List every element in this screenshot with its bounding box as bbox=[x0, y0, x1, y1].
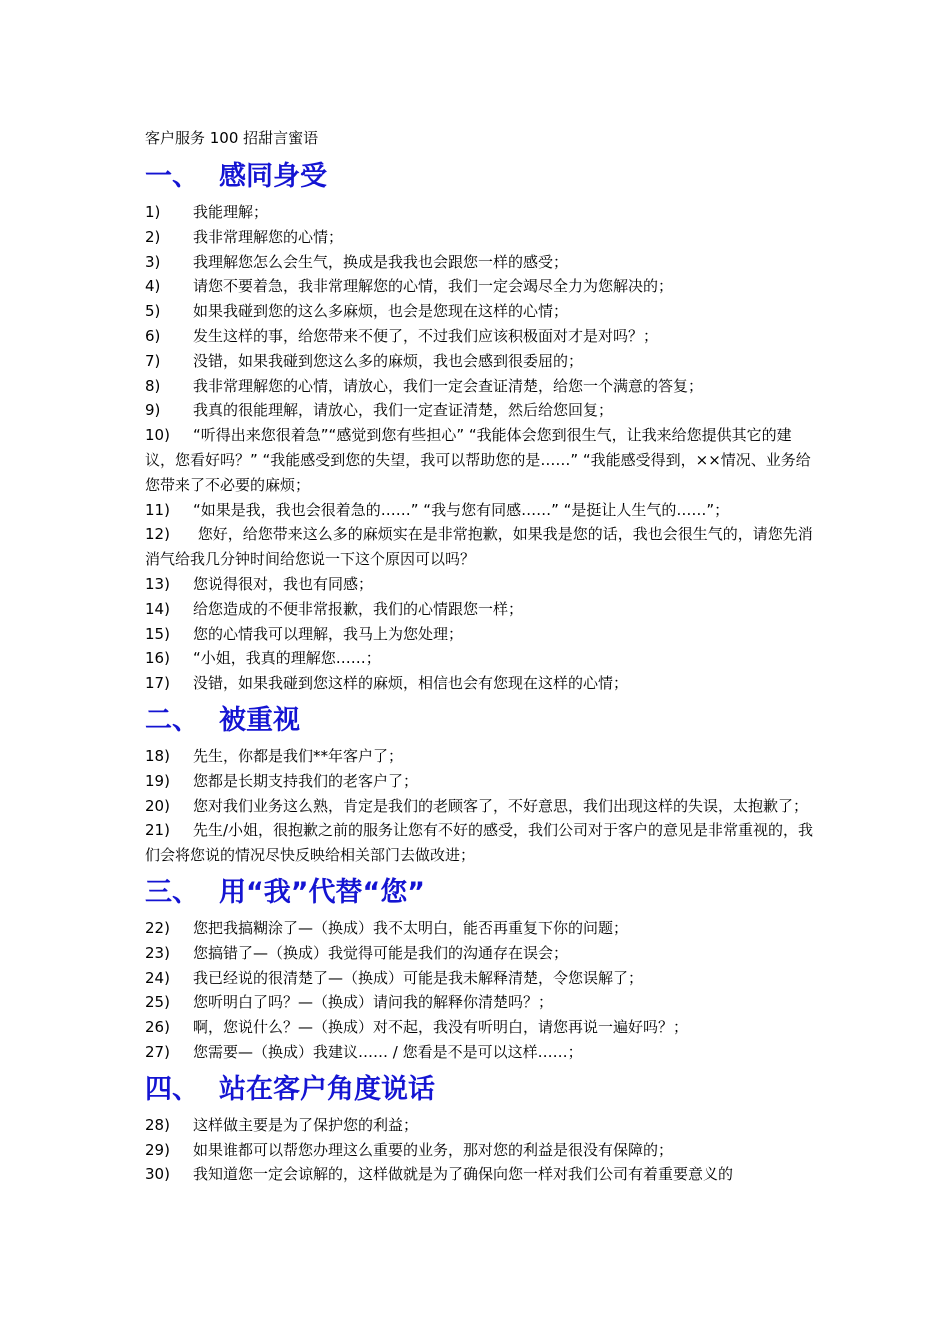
item-text: 您搞错了—（换成）我觉得可能是我们的沟通存在误会； bbox=[193, 943, 569, 962]
item-number: 11) bbox=[145, 500, 170, 519]
list-item bbox=[145, 744, 815, 769]
list-item bbox=[145, 200, 815, 225]
list-item bbox=[145, 1113, 815, 1138]
item-text: 没错，如果我碰到您这样的麻烦，相信也会有您现在这样的心情； bbox=[193, 674, 629, 693]
item-number: 12) bbox=[145, 525, 170, 544]
list-item bbox=[145, 622, 815, 647]
item-text: 啊，您说什么？—（换成）对不起，我没有听明白，请您再说一遍好吗？； bbox=[193, 1018, 689, 1037]
list-item bbox=[145, 274, 815, 299]
item-text: 您对我们业务这么熟，肯定是我们的老顾客了，不好意思，我们出现这样的失误，太抱歉了； bbox=[193, 796, 809, 815]
section-title: 站在客户角度说话 bbox=[219, 1073, 435, 1105]
list-item bbox=[145, 374, 815, 399]
item-text: 先生，你都是我们**年客户了； bbox=[193, 746, 404, 765]
item-number: 26) bbox=[145, 1018, 170, 1037]
item-text: 您把我搞糊涂了—（换成）我不太明白，能否再重复下你的问题； bbox=[193, 918, 629, 937]
item-text: “如果是我，我也会很着急的……” “我与您有同感……” “是挺让人生气的……”； bbox=[193, 500, 730, 519]
item-number: 5) bbox=[145, 302, 161, 321]
item-number: 18) bbox=[145, 746, 170, 765]
list-item bbox=[145, 1015, 815, 1040]
item-number: 13) bbox=[145, 574, 170, 593]
item-number: 9) bbox=[145, 401, 161, 420]
list-item bbox=[145, 349, 815, 374]
section-heading bbox=[145, 698, 815, 744]
item-number: 4) bbox=[145, 277, 161, 296]
list-item bbox=[145, 671, 815, 696]
item-number: 20) bbox=[145, 796, 170, 815]
list-item bbox=[145, 423, 815, 497]
item-text: 我理解您怎么会生气，换成是我我也会跟您一样的感受； bbox=[193, 252, 569, 271]
list-item bbox=[145, 818, 815, 868]
list-item bbox=[145, 794, 815, 819]
section-list bbox=[145, 916, 815, 1065]
section-list bbox=[145, 200, 815, 696]
item-text: 如果谁都可以帮您办理这么重要的业务，那对您的利益是很没有保障的； bbox=[193, 1140, 674, 1159]
document-title: 客户服务 100 招甜言蜜语 bbox=[145, 129, 319, 147]
list-item bbox=[145, 250, 815, 275]
item-text: 发生这样的事，给您带来不便了，不过我们应该积极面对才是对吗？； bbox=[193, 326, 659, 345]
section-number: 二、 bbox=[145, 704, 199, 736]
item-text: 您好，给您带来这么多的麻烦实在是非常抱歉，如果我是您的话，我也会很生气的，请您先消消气给我几分钟时间给您说一下这个原因可以吗？ bbox=[145, 525, 813, 569]
list-item bbox=[145, 498, 815, 523]
item-text: 我非常理解您的心情； bbox=[193, 227, 344, 246]
item-number: 30) bbox=[145, 1165, 170, 1184]
item-number: 2) bbox=[145, 227, 161, 246]
item-text: 您的心情我可以理解，我马上为您处理； bbox=[193, 624, 464, 643]
section-title: 感同身受 bbox=[219, 161, 327, 192]
item-number: 22) bbox=[145, 918, 170, 937]
list-item bbox=[145, 1040, 815, 1065]
item-text: 我能理解； bbox=[193, 203, 269, 221]
item-number: 28) bbox=[145, 1115, 170, 1134]
item-text: 您说得很对，我也有同感； bbox=[193, 574, 374, 593]
item-number: 7) bbox=[145, 351, 161, 370]
list-item bbox=[145, 225, 815, 250]
item-text: 给您造成的不便非常报歉，我们的心情跟您一样； bbox=[193, 599, 524, 618]
list-item bbox=[145, 522, 815, 572]
list-item bbox=[145, 966, 815, 991]
item-text: 您听明白了吗？—（换成）请问我的解释你清楚吗？； bbox=[193, 993, 554, 1012]
item-text: 我非常理解您的心情，请放心，我们一定会查证清楚，给您一个满意的答复； bbox=[193, 376, 704, 395]
section-heading bbox=[145, 154, 815, 200]
item-number: 16) bbox=[145, 649, 170, 668]
item-number: 19) bbox=[145, 771, 170, 790]
section-heading bbox=[145, 870, 815, 916]
section-title: 被重视 bbox=[219, 704, 300, 736]
item-text: 您需要—（换成）我建议…… / 您看是不是可以这样……； bbox=[193, 1042, 583, 1061]
item-number: 17) bbox=[145, 674, 170, 693]
section-list bbox=[145, 1113, 815, 1187]
section-title: 用“我”代替“您” bbox=[219, 876, 425, 908]
list-item bbox=[145, 572, 815, 597]
item-text: 我已经说的很清楚了—（换成）可能是我未解释清楚，令您误解了； bbox=[193, 968, 644, 987]
list-item bbox=[145, 990, 815, 1015]
item-text: 我真的很能理解，请放心，我们一定查证清楚，然后给您回复； bbox=[193, 401, 614, 420]
list-item bbox=[145, 646, 815, 671]
item-text: 我知道您一定会谅解的，这样做就是为了确保向您一样对我们公司有着重要意义的 bbox=[193, 1165, 734, 1184]
item-number: 1) bbox=[145, 203, 161, 221]
section-number: 一、 bbox=[145, 161, 199, 192]
item-number: 29) bbox=[145, 1140, 170, 1159]
section-heading bbox=[145, 1067, 815, 1113]
item-text: 您都是长期支持我们的老客户了； bbox=[193, 771, 419, 790]
item-number: 21) bbox=[145, 821, 170, 840]
document-body bbox=[145, 124, 815, 1187]
item-number: 10) bbox=[145, 426, 170, 445]
list-item bbox=[145, 324, 815, 349]
item-number: 23) bbox=[145, 943, 170, 962]
item-number: 25) bbox=[145, 993, 170, 1012]
list-item bbox=[145, 597, 815, 622]
list-item bbox=[145, 916, 815, 941]
item-text: 如果我碰到您的这么多麻烦，也会是您现在这样的心情； bbox=[193, 302, 569, 321]
item-number: 6) bbox=[145, 326, 161, 345]
item-number: 27) bbox=[145, 1042, 170, 1061]
list-item bbox=[145, 299, 815, 324]
item-text: 这样做主要是为了保护您的利益； bbox=[193, 1115, 419, 1134]
item-number: 24) bbox=[145, 968, 170, 987]
section-number: 三、 bbox=[145, 876, 199, 908]
sections-container bbox=[145, 154, 815, 1187]
item-text: 先生/小姐，很抱歉之前的服务让您有不好的感受，我们公司对于客户的意见是非常重视的，我们会将您说的情况尽快反映给相关部门去做改进； bbox=[145, 821, 814, 865]
item-text: “小姐，我真的理解您……； bbox=[193, 649, 381, 668]
item-number: 15) bbox=[145, 624, 170, 643]
list-item bbox=[145, 1162, 815, 1187]
item-number: 3) bbox=[145, 252, 161, 271]
list-item bbox=[145, 941, 815, 966]
item-number: 8) bbox=[145, 376, 161, 395]
item-number: 14) bbox=[145, 599, 170, 618]
list-item bbox=[145, 1138, 815, 1163]
section-number: 四、 bbox=[145, 1073, 199, 1105]
list-item bbox=[145, 769, 815, 794]
list-item bbox=[145, 398, 815, 423]
item-text: 请您不要着急，我非常理解您的心情，我们一定会竭尽全力为您解决的； bbox=[193, 277, 674, 296]
item-text: “听得出来您很着急”“感觉到您有些担心” “我能体会您到很生气，让我来给您提供其它的建议，您看好吗？” “我能感受到您的失望，我可以帮助您的是……” “我能感受得到，××情况、业务给您带来了不必要的麻烦； bbox=[145, 426, 811, 494]
section-list bbox=[145, 744, 815, 868]
item-text: 没错，如果我碰到您这么多的麻烦，我也会感到很委屈的； bbox=[193, 351, 584, 370]
